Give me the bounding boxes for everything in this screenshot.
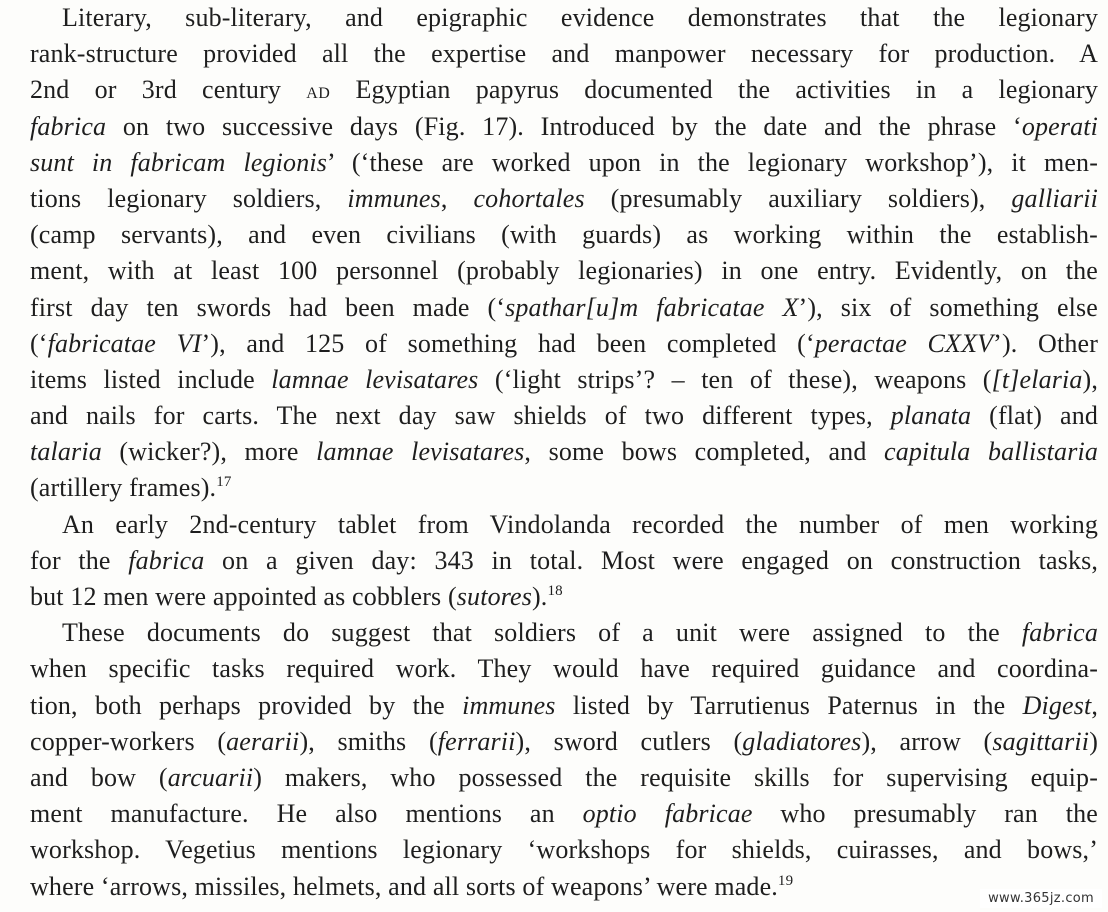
text-line: and nails for carts. The next day saw shields of two different types, planata (flat) and xyxy=(30,401,1098,431)
text-line: These documents do suggest that soldiers of a unit were assigned to the fabrica xyxy=(62,618,1098,648)
text-line: where ‘arrows, missiles, helmets, and all sorts of weapons’ were made.$^{19}$ xyxy=(30,871,794,901)
text-line: (‘fabricatae VI’), and 125 of something had been completed (‘peractae CXXV’). Other xyxy=(30,328,1098,358)
text-line: tion, both perhaps provided by the immunes listed by Tarrutienus Paternus in the Digest, xyxy=(30,690,1099,720)
paragraph-1 xyxy=(30,0,1098,507)
text-line: fabrica on two successive days (Fig. 17). Introduced by the date and the phrase ‘operati xyxy=(30,111,1098,141)
text-line: copper-workers (aerarii), smiths (ferrarii), sword cutlers (gladiatores), arrow (sagittarii) xyxy=(30,726,1098,756)
text-line: sunt in fabricam legionis’ (‘these are worked upon in the legionary workshop’), it men- xyxy=(30,147,1098,177)
document-page xyxy=(30,0,1098,905)
text-line: 2nd or 3rd century ad Egyptian papyrus documented the activities in a legionary xyxy=(30,75,1098,105)
text-line: but 12 men were appointed as cobblers (sutores).$^{18}$ xyxy=(30,582,563,611)
text-line: when specific tasks required work. They would have required guidance and coordina- xyxy=(30,654,1098,684)
text-line: for the fabrica on a given day: 343 in total. Most were engaged on construction tasks, xyxy=(30,545,1099,575)
text-line: talaria (wicker?), more lamnae levisatares, some bows completed, and capitula ballistaria xyxy=(30,437,1098,467)
text-line: An early 2nd-century tablet from Vindolanda recorded the number of men working xyxy=(62,509,1098,539)
text-line: workshop. Vegetius mentions legionary ‘workshops for shields, cuirasses, and bows,’ xyxy=(30,835,1098,865)
text-line: first day ten swords had been made (‘spathar[u]m fabricatae X’), six of something else xyxy=(30,292,1098,322)
text-line: (camp servants), and even civilians (with guards) as working within the establish- xyxy=(30,220,1098,250)
paragraph-2 xyxy=(30,507,1098,616)
watermark-text: www.365jz.com xyxy=(980,889,1102,908)
paragraph-3 xyxy=(30,615,1098,905)
text-line: items listed include lamnae levisatares (‘light strips’? – ten of these), weapons ([t]elaria), xyxy=(30,364,1099,394)
text-line: (artillery frames).$^{17}$ xyxy=(30,473,232,503)
text-line: tions legionary soldiers, immunes, cohortales (presumably auxiliary soldiers), galliarii xyxy=(30,183,1098,213)
text-line: rank-structure provided all the expertise and manpower necessary for production. A xyxy=(30,39,1098,69)
text-line: ment manufacture. He also mentions an optio fabricae who presumably ran the xyxy=(30,799,1098,829)
text-line: ment, with at least 100 personnel (probably legionaries) in one entry. Evidently, on the xyxy=(30,256,1098,286)
text-line: and bow (arcuarii) makers, who possessed the requisite skills for supervising equip- xyxy=(30,762,1099,792)
text-line: Literary, sub-literary, and epigraphic evidence demonstrates that the legionary xyxy=(62,3,1098,32)
